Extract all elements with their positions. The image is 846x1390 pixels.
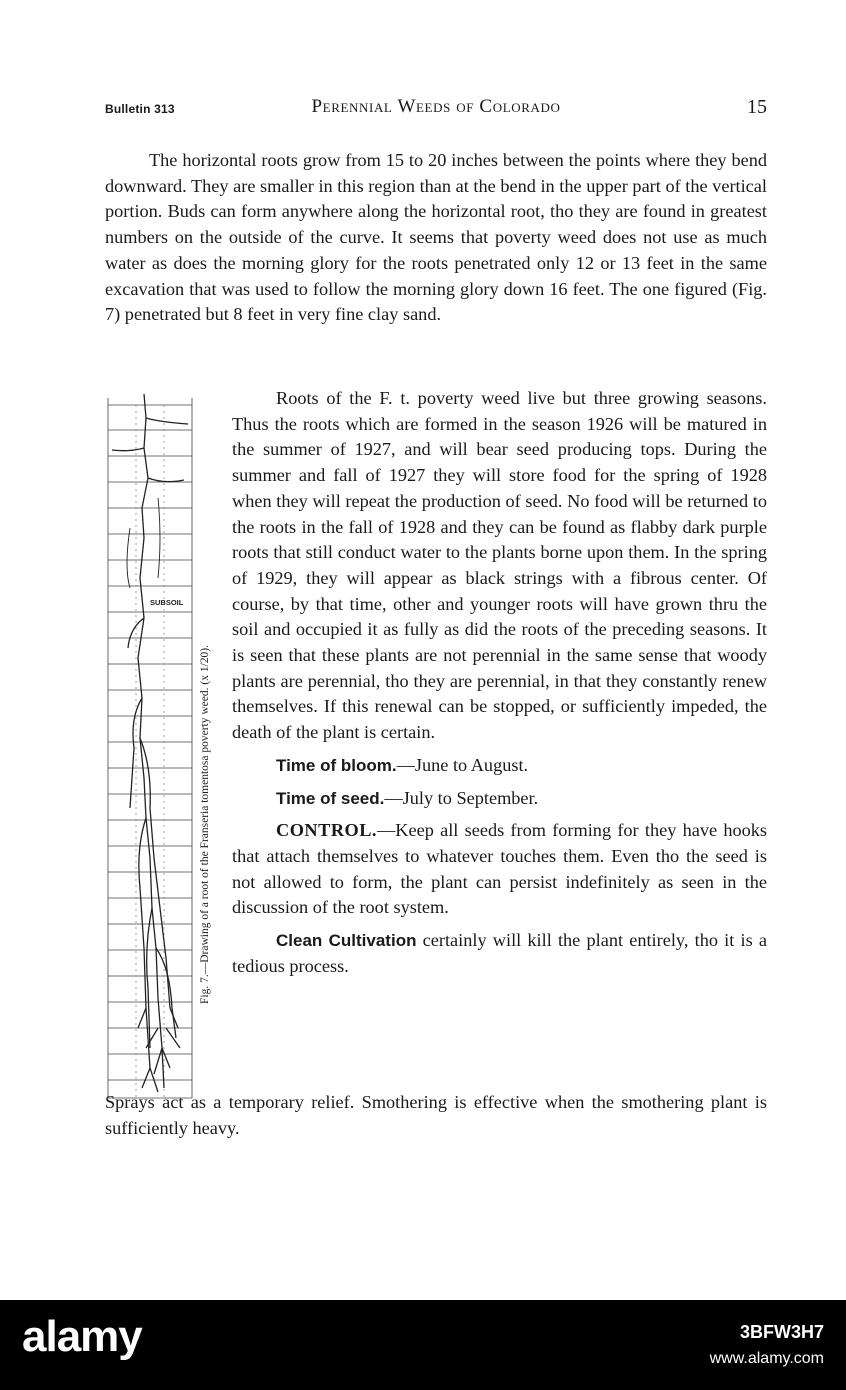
root-lines <box>112 394 188 1092</box>
bloom-time <box>232 753 767 779</box>
seed-time <box>232 786 767 812</box>
text-column <box>232 386 767 979</box>
watermark-bar <box>0 1300 846 1390</box>
alamy-logo: alamy <box>22 1312 142 1361</box>
control-paragraph <box>232 818 767 921</box>
cultivation-label: Clean Cultivation <box>276 931 417 951</box>
page-number: 15 <box>747 96 767 118</box>
control-label: CONTROL. <box>276 820 378 841</box>
running-title: Perennial Weeds of Colorado <box>311 96 561 117</box>
seed-label: Time of seed. <box>276 788 385 808</box>
seed-text: —July to September. <box>384 787 539 808</box>
paragraph-horizontal-roots: The horizontal roots grow from 15 to 20 inches between the points where they bend downward. They are smaller in this region than at the bend in the upper part of the vertical portion. Buds can form anywhere along the horizontal root, tho they are found in greatest numbers on the outside of the curve. It seems that poverty weed does not use as much water as does the morning glory for the roots penetrated only 12 or 13 feet in the same excavation that was used to follow the morning glory down 16 feet. The one figured (Fig. 7) penetrated but 8 feet in very fine clay sand. <box>105 150 767 325</box>
page-header <box>105 96 767 126</box>
cultivation-paragraph-start <box>232 928 767 979</box>
figure-caption: Fig. 7.—Drawing of a root of the Franseria tomentosa poverty weed. (x 1/20). <box>199 645 211 1004</box>
image-id: 3BFW3H7 <box>739 1322 824 1342</box>
figure-grid <box>108 398 192 1098</box>
bulletin-number: Bulletin 313 <box>105 102 175 116</box>
bloom-text: —June to August. <box>396 754 529 775</box>
paragraph-root-lifespan: Roots of the F. t. poverty weed live but three growing seasons. Thus the roots which are formed in the season 1926 will be matured in the summer of 1927, and will bear seed producing tops. During the summer and fall of 1927 they will store food for the spring of 1928 when they will repeat the production of seed. No food will be returned to the roots in the fall of 1928 and they can be found as flabby dark purple roots that still conduct water to the plants borne upon them. In the spring of 1929, they will appear as black strings with a fibrous center. Of course, by that time, other and younger roots will have grown thru the soil and occupied it as fully as did the roots of the preceding seasons. It is seen that these plants are not perennial in the same sense that woody plants are perennial, tho they are perennial, in that they constantly renew themselves. If this renewal can be stopped, or sufficiently impeded, the death of the plant is certain. <box>232 388 767 743</box>
control-text: —Keep all seeds from forming for they have hooks that attach themselves to whatever touches them. Even tho the seed is not allowed to form, the plant can persist indefinitely as seen in the discussion of the root system. <box>232 820 767 918</box>
subsoil-label: SUBSOIL <box>150 598 184 607</box>
cultivation-paragraph-end: Sprays act as a temporary relief. Smothering is effective when the smothering plant is sufficiently heavy. <box>105 1092 767 1138</box>
cultivation-text-column: certainly will kill the plant entirely, tho it is a tedious process. <box>232 930 767 976</box>
bloom-label: Time of bloom. <box>276 755 397 775</box>
site-url: www.alamy.com <box>709 1350 824 1367</box>
